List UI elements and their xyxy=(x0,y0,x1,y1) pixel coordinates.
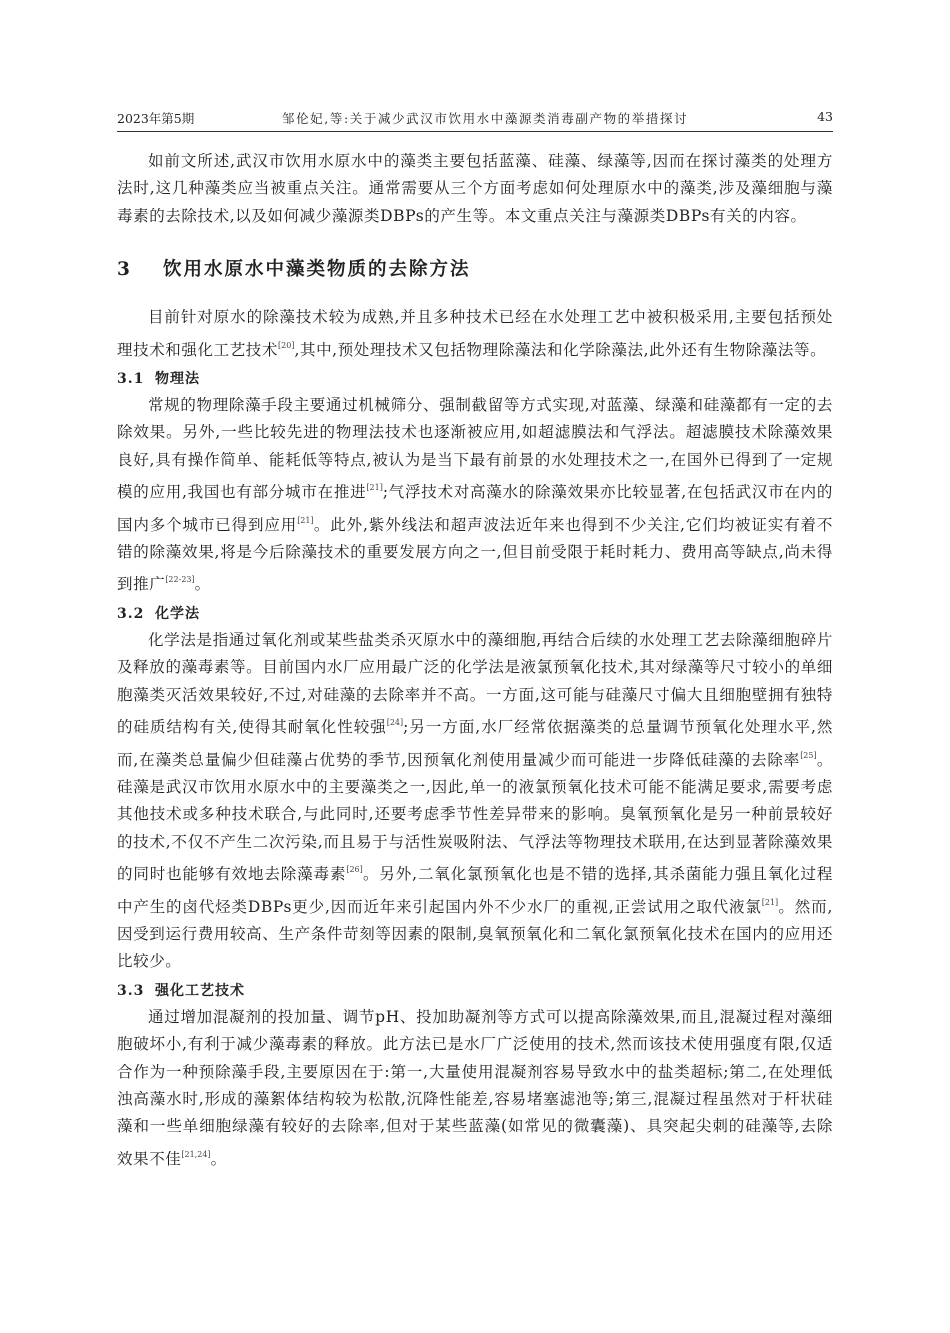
intro-paragraph: 如前文所述,武汉市饮用水原水中的藻类主要包括蓝藻、硅藻、绿藻等,因而在探讨藻类的处理方法时,这几种藻类应当被重点关注。通常需要从三个方面考虑如何处理原水中的藻类,涉及藻细胞与藻毒素的去除技术,以及如何减少藻源类DBPs的产生等。本文重点关注与藻源类DBPs有关的内容。 xyxy=(117,152,833,225)
section-3-heading xyxy=(117,256,833,284)
subsection-3-1-paragraph: 常规的物理除藻手段主要通过机械筛分、强制截留等方式实现,对蓝藻、绿藻和硅藻都有一定的去除效果。另外,一些比较先进的物理法技术也逐渐被应用,如超滤膜法和气浮法。超滤膜技术除藻效果良好,具有操作简单、能耗低等特点,被认为是当下最有前景的水处理技术之一,在国外已得到了一定规模的应用,我国也有部分城市在推进[21];气浮技术对高藻水的除藻效果亦比较显著,在包括武汉市在内的国内多个城市已得到应用[21]。此外,紫外线法和超声波法近年来也得到不少关注,它们均被证实有着不错的除藻效果,将是今后除藻技术的重要发展方向之一,但目前受限于耗时耗力、费用高等缺点,尚未得到推广[22-23]。 xyxy=(117,396,833,594)
citation: [21,24] xyxy=(181,1149,211,1159)
subsection-title: 化学法 xyxy=(155,605,200,622)
page-number: 43 xyxy=(817,109,833,124)
running-title: 邹伦妃,等:关于减少武汉市饮用水中藻源类消毒副产物的举措探讨 xyxy=(282,111,689,126)
header-rule xyxy=(117,131,833,132)
subsection-3-3-paragraph: 通过增加混凝剂的投加量、调节pH、投加助凝剂等方式可以提高除藻效果,而且,混凝过程对藻细胞破坏小,有利于减少藻毒素的释放。此方法已是水厂广泛使用的技术,然而该技术使用强度有限,仅适合作为一种预除藻手段,主要原因在于:第一,大量使用混凝剂容易导致水中的盐类超标;第二,在处理低浊高藻水时,形成的藻絮体结构较为松散,沉降性能差,容易堵塞滤池等;第三,混凝过程虽然对于杆状硅藻和一些单细胞绿藻有较好的去除率,但对于某些蓝藻(如常见的微囊藻)、具突起尖刺的硅藻等,去除效果不佳[21,24]。 xyxy=(117,1007,833,1168)
section-title: 饮用水原水中藻类物质的去除方法 xyxy=(163,259,471,281)
running-header xyxy=(117,109,833,131)
citation: [21] xyxy=(366,483,383,493)
subsection-number: 3.3 xyxy=(117,982,145,999)
citation: [25] xyxy=(800,750,817,760)
subsection-number: 3.2 xyxy=(117,605,145,622)
journal-issue: 2023年第5期 xyxy=(117,111,195,126)
citation: [20] xyxy=(278,340,295,350)
subsection-title: 强化工艺技术 xyxy=(155,982,245,999)
citation: [21] xyxy=(761,897,779,907)
subsection-title: 物理法 xyxy=(155,371,200,388)
subsection-3-3-heading xyxy=(117,980,833,1002)
citation: [26] xyxy=(346,865,363,875)
subsection-3-2-heading xyxy=(117,603,833,625)
citation: [24] xyxy=(386,718,404,728)
subsection-3-1-heading xyxy=(117,368,833,390)
subsection-3-2-paragraph: 化学法是指通过氧化剂或某些盐类杀灭原水中的藻细胞,再结合后续的水处理工艺去除藻细胞碎片及释放的藻毒素等。目前国内水厂应用最广泛的化学法是液氯预氧化技术,其对绿藻等尺寸较小的单细胞藻类灭活效果较好,不过,对硅藻的去除率并不高。一方面,这可能与硅藻尺寸偏大且细胞壁拥有独特的硅质结构有关,使得其耐氧化性较强[24];另一方面,水厂经常依据藻类的总量调节预氧化处理水平,然而,在藻类总量偏少但硅藻占优势的季节,因预氧化剂使用量减少而可能进一步降低硅藻的去除率[25]。硅藻是武汉市饮用水原水中的主要藻类之一,因此,单一的液氯预氧化技术可能不能满足要求,需要考虑其他技术或多种技术联合,与此同时,还要考虑季节性差异带来的影响。臭氧预氧化是另一种前景较好的技术,不仅不产生二次污染,而且易于与活性炭吸附法、气浮法等物理技术联用,在达到显著除藻效果的同时也能够有效地去除藻毒素[26]。另外,二氧化氯预氧化也是不错的选择,其杀菌能力强且氧化过程中产生的卤代烃类DBPs更少,因而近年来引起国内外不少水厂的重视,正尝试用之取代液氯[21]。然而,因受到运行费用较高、生产条件苛刻等因素的限制,臭氧预氧化和二氧化氯预氧化技术在国内的应用还比较少。 xyxy=(117,630,834,971)
subsection-number: 3.1 xyxy=(117,371,145,388)
section-number: 3 xyxy=(117,259,132,281)
section-3-paragraph: 目前针对原水的除藻技术较为成熟,并且多种技术已经在水处理工艺中被积极采用,主要包括预处理技术和强化工艺技术[20],其中,预处理技术又包括物理除藻法和化学除藻法,此外还有生物除藻法等。 xyxy=(117,308,833,359)
article-body xyxy=(117,148,833,1173)
citation: [21] xyxy=(297,515,314,525)
citation: [22-23] xyxy=(165,575,195,585)
